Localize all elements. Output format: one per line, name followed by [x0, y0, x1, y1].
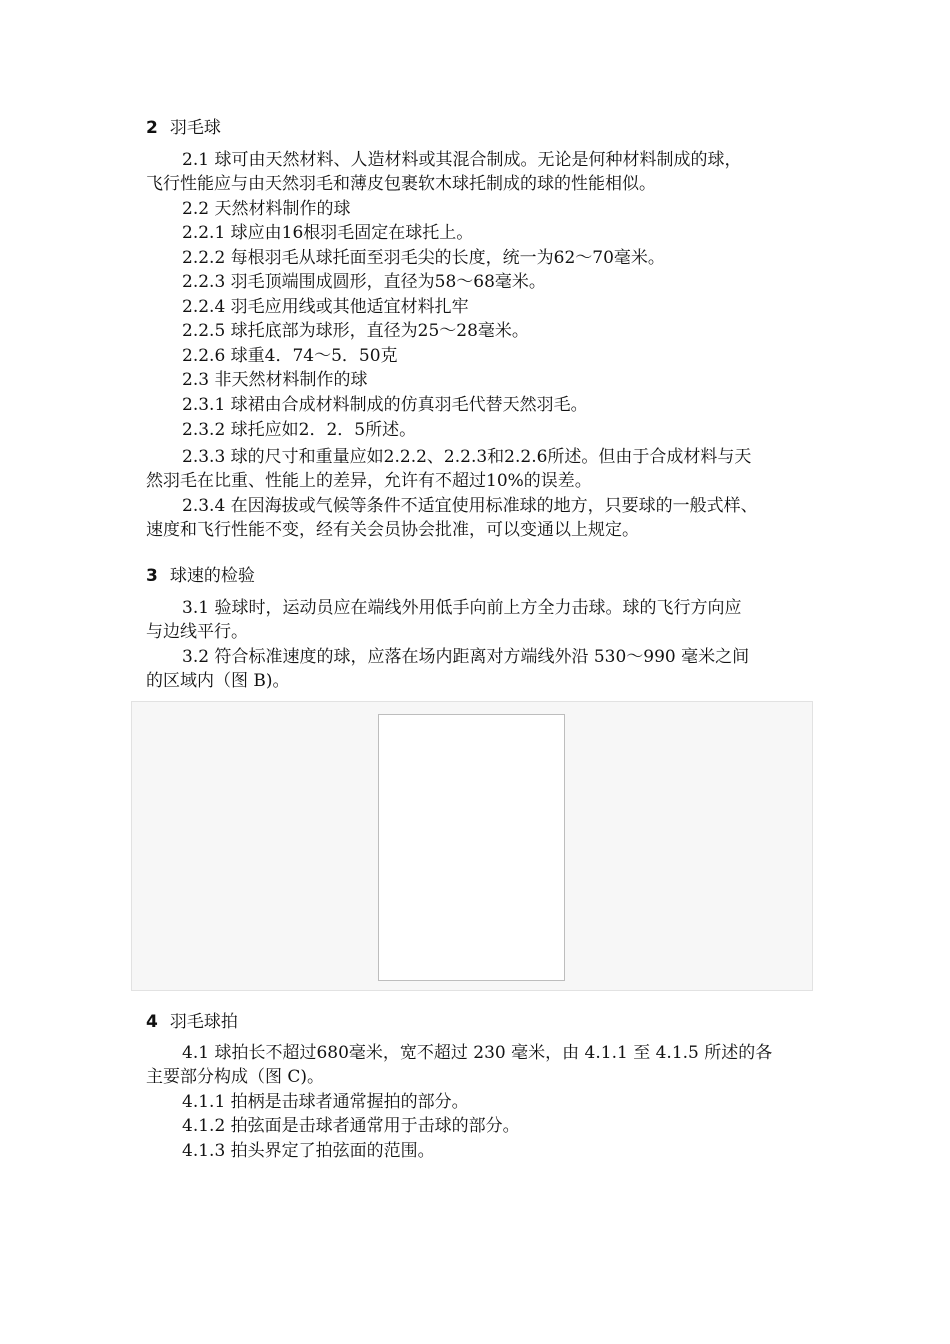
- paragraph-line: 2.2.1 球应由16根羽毛固定在球托上。: [182, 223, 474, 243]
- paragraph-line: 2.2.3 羽毛顶端围成圆形，直径为58～68毫米。: [182, 272, 546, 292]
- paragraph-line: 2.1 球可由天然材料、人造材料或其混合制成。无论是何种材料制成的球，: [182, 150, 742, 170]
- paragraph-line: 速度和飞行性能不变，经有关会员协会批准，可以变通以上规定。: [146, 520, 639, 540]
- section-2-title: 羽毛球: [169, 118, 221, 138]
- paragraph-line: 2.2.6 球重4．74～5．50克: [182, 346, 398, 366]
- paragraph-line: 3.1 验球时，运动员应在端线外用低手向前上方全力击球。球的飞行方向应: [182, 598, 742, 618]
- paragraph-line: 2.3.4 在因海拔或气候等条件不适宜使用标准球的地方，只要球的一般式样、: [182, 496, 758, 516]
- paragraph-line: 2.3.3 球的尺寸和重量应如2.2.2、2.2.3和2.2.6所述。但由于合成材料与天: [182, 447, 752, 467]
- paragraph-line: 的区域内（图 B)。: [146, 671, 290, 691]
- paragraph-line: 2.2.5 球托底部为球形，直径为25～28毫米。: [182, 321, 529, 341]
- paragraph-line: 然羽毛在比重、性能上的差异，允许有不超过10%的误差。: [146, 471, 592, 491]
- section-4-title: 羽毛球拍: [169, 1012, 238, 1032]
- paragraph-line: 2.3 非天然材料制作的球: [182, 370, 368, 390]
- paragraph-line: 飞行性能应与由天然羽毛和薄皮包裹软木球托制成的球的性能相似。: [146, 174, 656, 194]
- section-4-number: 4: [146, 1012, 158, 1032]
- paragraph-line: 2.2.4 羽毛应用线或其他适宜材料扎牢: [182, 297, 469, 317]
- paragraph-line: 4.1.3 拍头界定了拍弦面的范围。: [182, 1141, 435, 1161]
- paragraph-line: 3.2 符合标准速度的球，应落在场内距离对方端线外沿 530～990 毫米之间: [182, 647, 750, 667]
- paragraph-line: 2.3.2 球托应如2．2．5所述。: [182, 420, 417, 440]
- section-3-heading: [146, 565, 255, 587]
- section-2-number: 2: [146, 118, 158, 138]
- paragraph-line: 2.2.2 每根羽毛从球托面至羽毛尖的长度，统一为62～70毫米。: [182, 248, 665, 268]
- section-2-heading: [146, 117, 221, 139]
- section-3-title: 球速的检验: [169, 566, 255, 586]
- paragraph-line: 主要部分构成（图 C)。: [146, 1067, 325, 1087]
- figure-b-image: [378, 714, 565, 981]
- paragraph-line: 4.1 球拍长不超过680毫米，宽不超过 230 毫米，由 4.1.1 至 4.1.5 所述的各: [182, 1043, 773, 1063]
- paragraph-line: 2.3.1 球裙由合成材料制成的仿真羽毛代替天然羽毛。: [182, 395, 588, 415]
- section-4-heading: [146, 1011, 238, 1033]
- paragraph-line: 与边线平行。: [146, 622, 248, 642]
- paragraph-line: 2.2 天然材料制作的球: [182, 199, 351, 219]
- figure-b-area: [131, 701, 813, 991]
- section-3-number: 3: [146, 566, 158, 586]
- paragraph-line: 4.1.1 拍柄是击球者通常握拍的部分。: [182, 1092, 469, 1112]
- paragraph-line: 4.1.2 拍弦面是击球者通常用于击球的部分。: [182, 1116, 520, 1136]
